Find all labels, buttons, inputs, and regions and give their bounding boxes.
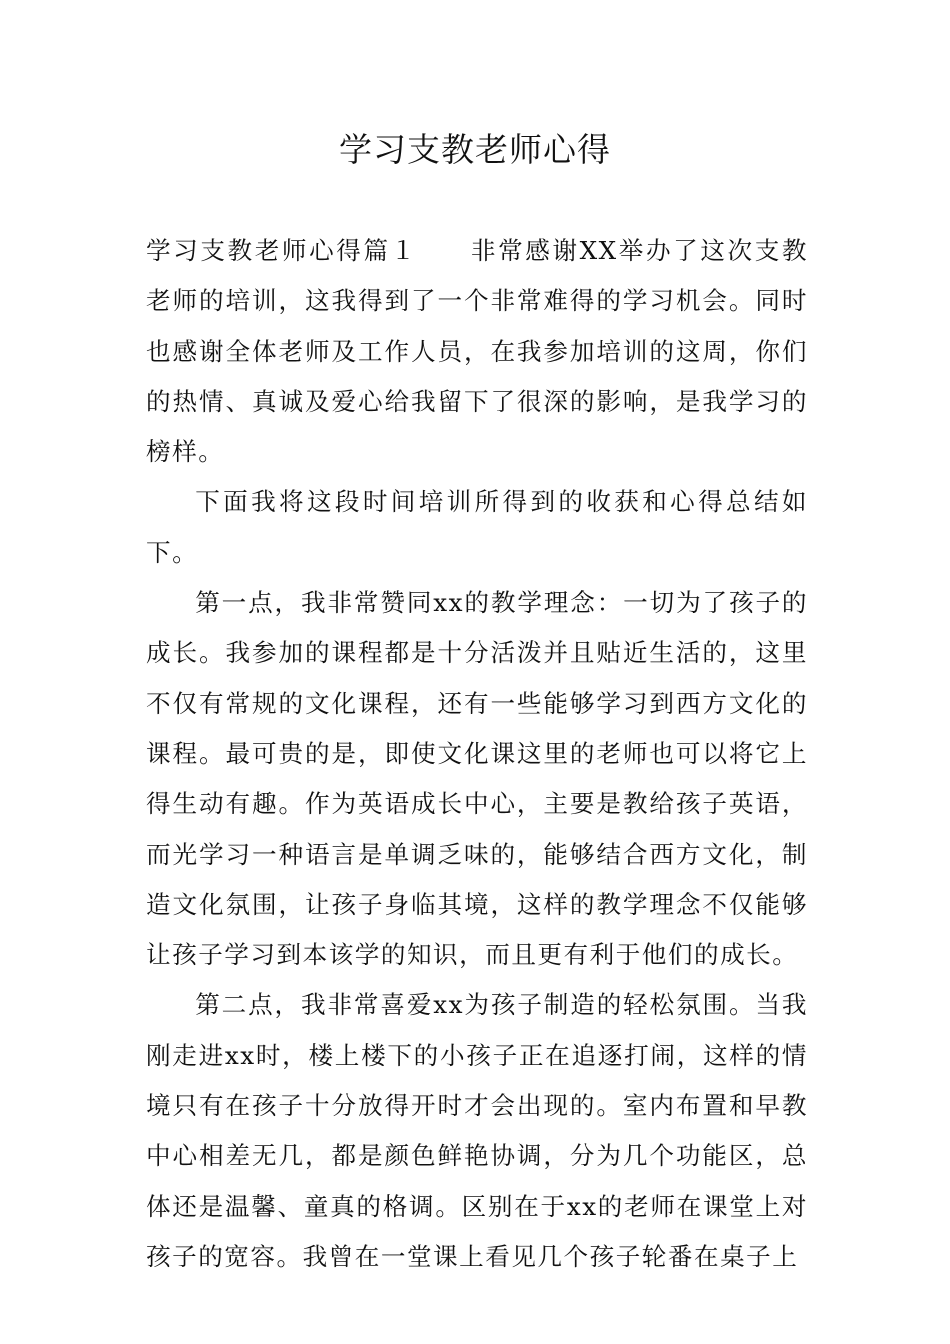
- paragraph-3: 第一点，我非常赞同xx的教学理念：一切为了孩子的成长。我参加的课程都是十分活泼并且贴近生活的，这里不仅有常规的文化课程，还有一些能够学习到西方文化的课程。最可贵的是，即使文化课这里的老师也可以将它上得生动有趣。作为英语成长中心，主要是教给孩子英语，而光学习一种语言是单调乏味的，能够结合西方文化，制造文化氛围，让孩子身临其境，这样的教学理念不仅能够让孩子学习到本该学的知识，而且更有利于他们的成长。: [146, 588, 808, 970]
- document-title: 学习支教老师心得: [339, 130, 611, 169]
- paragraph-4: 第二点，我非常喜爱xx为孩子制造的轻松氛围。当我刚走进xx时，楼上楼下的小孩子正在追逐打闹，这样的情境只有在孩子十分放得开时才会出现的。室内布置和早教中心相差无几，都是颜色鲜艳协调，分为几个功能区，总体还是温馨、童真的格调。区别在于xx的老师在课堂上对孩子的宽容。我曾在一堂课上看见几个孩子轮番在桌子上: [146, 990, 808, 1271]
- paragraph-1: [146, 226, 808, 477]
- document-body: [146, 226, 808, 1282]
- paragraph-2: 下面我将这段时间培训所得到的收获和心得总结如下。: [146, 487, 808, 567]
- section-heading: 学习支教老师心得篇１: [146, 236, 418, 265]
- paragraph-1-text: 非常感谢XX举办了这次支教老师的培训，这我得到了一个非常难得的学习机会。同时也感谢全体老师及工作人员，在我参加培训的这周，你们的热情、真诚及爱心给我留下了很深的影响，是我学习的榜样。: [146, 236, 808, 467]
